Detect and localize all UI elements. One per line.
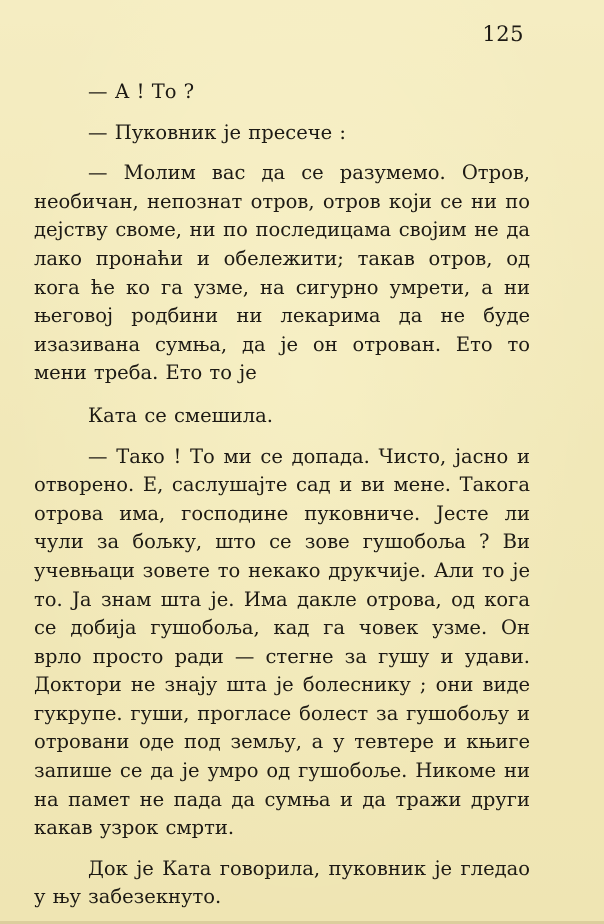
page-number: 125 (482, 22, 524, 46)
paragraph: Док је Ката говорила, пуковник је гледао у њу забезекнуто. (34, 856, 530, 909)
paragraph: — Пуковник је пресече : (88, 120, 346, 144)
body-text (34, 78, 530, 924)
paragraph: Ката се смешила. (88, 403, 273, 427)
paragraph: — Молим вас да се разумемо. Отров, необичан, непознат отров, отров који се ни по дејству своме, ни по последицама својим не да лако пронаћи и обележити; такав отров, од кога ће ко га узме, на сигурно умрети, а ни његовој родбини ни лекарима да не буде изазивана сумња, да је он отрован. Ето то мени треба. Ето то је (34, 161, 530, 385)
paragraph: — А ! То ? (88, 80, 195, 103)
paragraph: — Тако ! То ми се допада. Чисто, јасно и отворено. Е, саслушајте сад и ви мене. Такога отрова има, господине пуковниче. Јесте ли чули за бољку, што се зове гушобоља ? Ви учевњаци зовете то некако друкчије. Али то је то. Ја знам шта је. Има дакле отрова, од кога се добија гушобоља, кад га човек узме. Он врло просто ради — стегне за гушу и удави. Доктори не знају шта је болеснику ; они виде гукрупе. гуши, прогласе болест за гушобољу и отровани оде под земљу, а у тевтере и књиге запише се да је умро од гушобоље. Никоме ни на памет не пада да сумња и да тражи други какав узрок смрти. (34, 444, 530, 840)
